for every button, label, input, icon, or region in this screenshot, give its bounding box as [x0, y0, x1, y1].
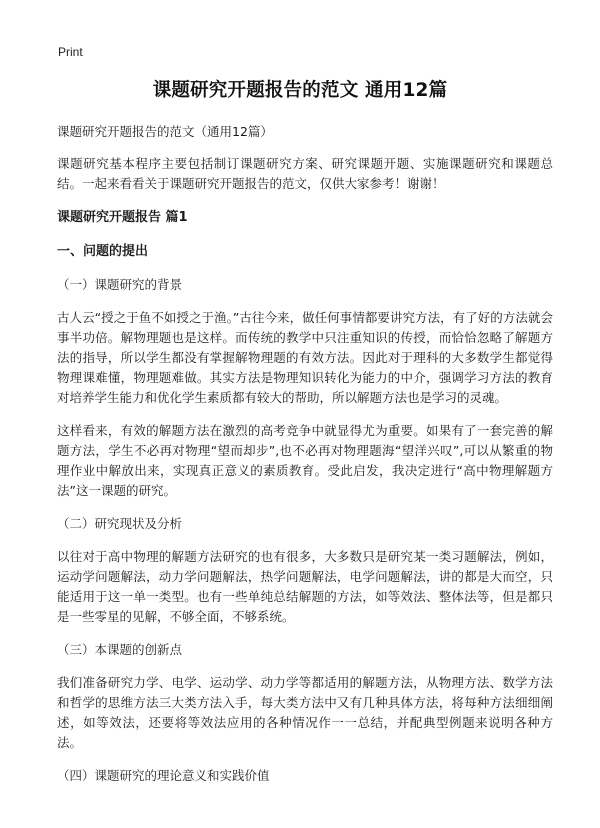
page-title: 课题研究开题报告的范文 通用12篇	[152, 80, 448, 101]
intro-paragraph: 课题研究基本程序主要包括制订课题研究方案、研究课题开题、实施课题研究和课题总结。一起来看看关于课题研究开题报告的范文，仅供大家参考！谢谢！	[57, 156, 553, 191]
article-heading: 课题研究开题报告 篇1	[57, 210, 188, 225]
body-paragraph: 我们准备研究力学、电学、运动学、动力学等都适用的解题方法，从物理方法、数学方法和哲学的思维方法三大类方法入手，每大类方法中又有几种具体方法，将每种方法细细阐述，如等效法，还要将等效法应用的各种情况作一一总结，并配典型例题来说明各种方法。	[57, 675, 553, 750]
document-subtitle: 课题研究开题报告的范文（通用12篇）	[57, 124, 273, 139]
print-label: Print	[58, 45, 83, 59]
subsection-heading-status: （二）研究现状及分析	[57, 516, 183, 531]
subsection-heading-background: （一）课题研究的背景	[57, 277, 183, 292]
body-paragraph: 以往对于高中物理的解题方法研究的也有很多，大多数只是研究某一类习题解法，例如，运动学问题解法，动力学问题解法，热学问题解法，电学问题解法，讲的都是大而空，只能适用于这一单一类型。也有一些单纯总结解题的方法，如等效法、整体法等，但是都只是一些零星的见解，不够全面，不够系统。	[57, 549, 553, 624]
body-paragraph: 古人云“授之于鱼不如授之于渔。”古往今来，做任何事情都要讲究方法，有了好的方法就会事半功倍。解物理题也是这样。而传统的教学中只注重知识的传授，而恰恰忽略了解题方法的指导，所以学生都没有掌握解物理题的有效方法。因此对于理科的大多数学生都觉得物理课难懂，物理题难做。其实方法是物理知识转化为能力的中介，强调学习方法的教育对培养学生能力和优化学生素质都有较大的帮助，所以解题方法也是学习的灵魂。	[57, 310, 553, 405]
document-body	[57, 122, 553, 799]
subsection-heading-significance: （四）课题研究的理论意义和实践价值	[57, 768, 270, 783]
section-heading: 一、问题的提出	[57, 244, 149, 259]
subsection-heading-innovation: （三）本课题的创新点	[57, 642, 183, 657]
body-paragraph: 这样看来，有效的解题方法在激烈的高考竞争中就显得尤为重要。如果有了一套完善的解题方法，学生不必再对物理“望而却步”,也不必再对物理题海“望洋兴叹”,可以从繁重的物理作业中解放出来，实现真正意义的素质教育。受此启发，我决定进行“高中物理解题方法”这一课题的研究。	[57, 423, 553, 498]
